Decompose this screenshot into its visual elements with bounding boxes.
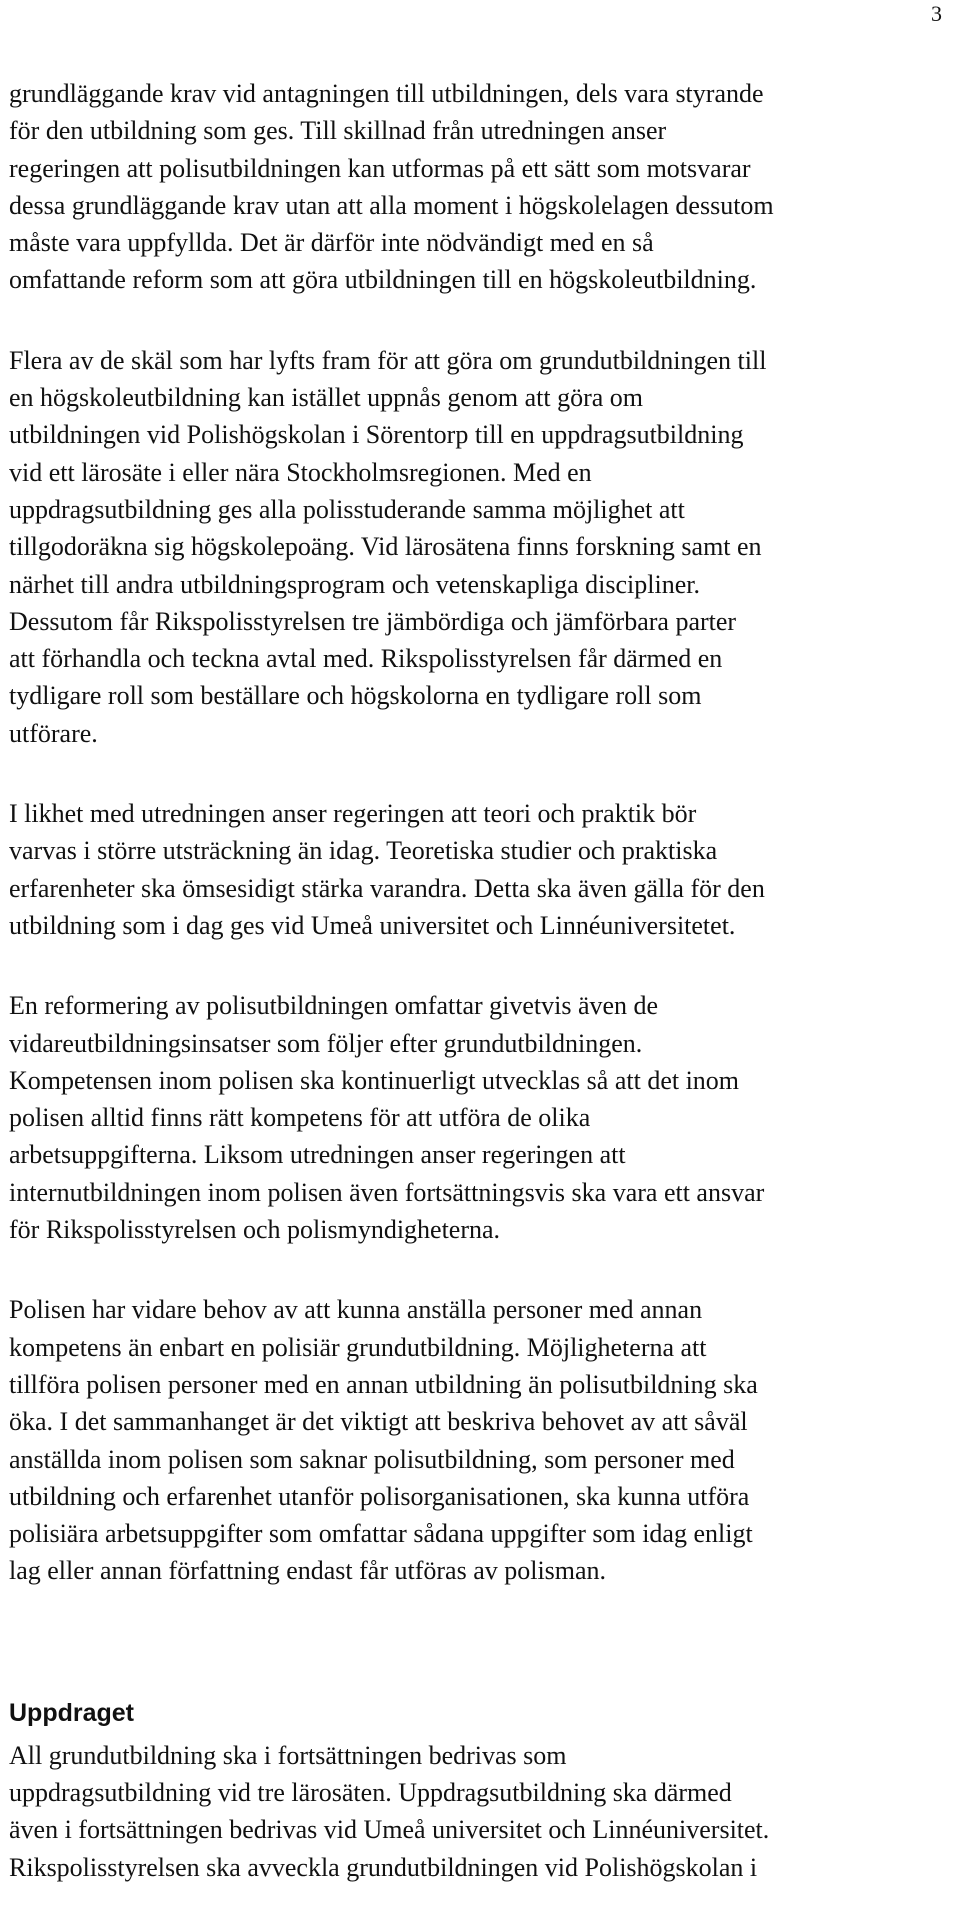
text-line: tillföra polisen personer med en annan utbildning än polisutbildning ska	[9, 1369, 758, 1399]
text-line: arbetsuppgifterna. Liksom utredningen anser regeringen att	[9, 1140, 626, 1170]
text-line: öka. I det sammanhanget är det viktigt att beskriva behovet av att såväl	[9, 1407, 748, 1437]
text-line: Dessutom får Rikspolisstyrelsen tre jämbördiga och jämförbara parter	[9, 606, 737, 636]
text-line: närhet till andra utbildningsprogram och vetenskapliga discipliner.	[9, 569, 700, 599]
text-line: omfattande reform som att göra utbildningen till en högskoleutbildning.	[9, 265, 757, 295]
paragraph-spacer	[9, 944, 959, 987]
text-line: polisiära arbetsuppgifter som omfattar sådana uppgifter som idag enligt	[9, 1519, 753, 1549]
text-line: lag eller annan författning endast får utföras av polisman.	[9, 1556, 607, 1586]
text-line: All grundutbildning ska i fortsättningen bedrivas som	[9, 1740, 567, 1770]
text-line: polisen alltid finns rätt kompetens för att utföra de olika	[9, 1103, 591, 1133]
text-line: kompetens än enbart en polisiär grundutbildning. Möjligheterna att	[9, 1332, 707, 1362]
text-line: internutbildningen inom polisen även fortsättningsvis ska vara ett ansvar	[9, 1177, 765, 1207]
paragraph-spacer	[9, 299, 959, 342]
text-line: erfarenheter ska ömsesidigt stärka varandra. Detta ska även gälla för den	[9, 873, 765, 903]
text-line: vid ett lärosäte i eller nära Stockholmsregionen. Med en	[9, 457, 592, 487]
paragraph-4	[9, 987, 959, 1248]
text-line: uppdragsutbildning vid tre lärosäten. Uppdragsutbildning ska därmed	[9, 1777, 732, 1807]
text-line: även i fortsättningen bedrivas vid Umeå universitet och Linnéuniversitet.	[9, 1815, 770, 1845]
text-line: varvas i större utsträckning än idag. Teoretiska studier och praktiska	[9, 836, 718, 866]
text-line: regeringen att polisutbildningen kan utformas på ett sätt som motsvarar	[9, 153, 751, 183]
page-number: 3	[931, 1, 942, 26]
text-line: En reformering av polisutbildningen omfattar givetvis även de	[9, 991, 659, 1021]
text-line: uppdragsutbildning ges alla polisstuderande samma möjlighet att	[9, 494, 685, 524]
text-line: utförare.	[9, 718, 98, 748]
text-line: Kompetensen inom polisen ska kontinuerligt utvecklas så att det inom	[9, 1065, 740, 1095]
text-line: Polisen har vidare behov av att kunna anställa personer med annan	[9, 1295, 703, 1325]
section-spacer	[9, 1590, 959, 1696]
text-line: att förhandla och teckna avtal med. Rikspolisstyrelsen får därmed en	[9, 644, 723, 674]
text-line: för den utbildning som ges. Till skillnad från utredningen anser	[9, 116, 667, 146]
paragraph-spacer	[9, 1248, 959, 1291]
text-line: utbildning som i dag ges vid Umeå universitet och Linnéuniversitetet.	[9, 910, 736, 940]
paragraph-1	[9, 75, 959, 299]
paragraph-2	[9, 342, 959, 752]
text-line: Rikspolisstyrelsen ska avveckla grundutbildningen vid Polishögskolan i	[9, 1852, 758, 1882]
text-line: utbildningen vid Polishögskolan i Sörentorp till en uppdragsutbildning	[9, 420, 744, 450]
text-line: tillgodoräkna sig högskolepoäng. Vid lärosätena finns forskning samt en	[9, 532, 762, 562]
document-body	[9, 75, 959, 1886]
text-line: grundläggande krav vid antagningen till utbildningen, dels vara styrande	[9, 79, 764, 108]
section-heading: Uppdraget	[9, 1698, 134, 1727]
text-line: dessa grundläggande krav utan att alla moment i högskolelagen dessutom	[9, 190, 774, 220]
paragraph-5	[9, 1291, 959, 1589]
text-line: en högskoleutbildning kan istället uppnås genom att göra om	[9, 383, 644, 413]
paragraph-3	[9, 795, 959, 944]
text-line: måste vara uppfyllda. Det är därför inte nödvändigt med en så	[9, 228, 654, 258]
section-paragraph	[9, 1737, 959, 1886]
text-line: tydligare roll som beställare och högskolorna en tydligare roll som	[9, 681, 702, 711]
text-line: anställda inom polisen som saknar polisutbildning, som personer med	[9, 1444, 735, 1474]
text-line: vidareutbildningsinsatser som följer efter grundutbildningen.	[9, 1028, 643, 1058]
paragraph-spacer	[9, 752, 959, 795]
text-line: utbildning och erfarenhet utanför polisorganisationen, ska kunna utföra	[9, 1481, 750, 1511]
text-line: I likhet med utredningen anser regeringen att teori och praktik bör	[9, 799, 697, 829]
text-line: för Rikspolisstyrelsen och polismyndigheterna.	[9, 1215, 501, 1245]
text-line: Flera av de skäl som har lyfts fram för att göra om grundutbildningen till	[9, 345, 767, 375]
